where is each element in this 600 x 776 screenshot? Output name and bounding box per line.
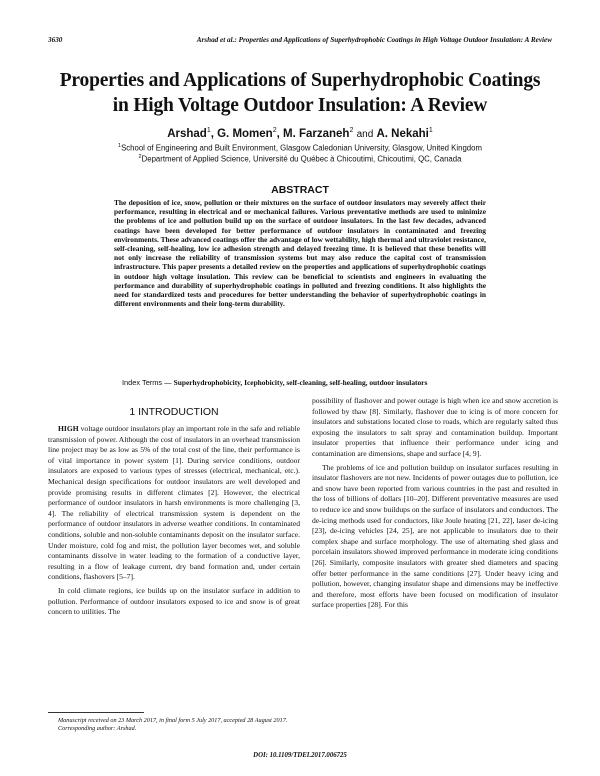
left-column [48,424,300,618]
lead-word: HIGH [58,424,79,433]
author-conjunction: and [356,128,374,140]
author-name: A. Nekahi [376,127,429,140]
index-terms-list: Superhydrophobicity, Icephobicity, self-cleaning, self-healing, outdoor insulators [173,378,428,387]
index-terms [114,378,486,387]
author-name: M. Farzaneh [283,127,350,140]
author-affiliation-mark: 1 [206,127,211,134]
author-affiliation-mark: 2 [272,127,277,134]
right-column [312,396,558,611]
index-terms-label: Index Terms — [122,378,172,387]
affiliation-2 [40,152,560,165]
author-name: G. Momen [217,127,273,140]
title-line-2: in High Voltage Outdoor Insulation: A Review [112,95,488,116]
footnote-divider [48,712,144,713]
author-name: Arshad [167,127,207,140]
title-line-1: Properties and Applications of Superhydrophobic Coatings [59,70,541,91]
paragraph: The problems of ice and pollution buildup on insulator surfaces resulting in insulator flashovers are not new. Incidents of power outages due to pollution, ice and snow have been reported from various countries in the past and resulted in the loss of billions of dollars [10–20]. Different preventative measures are used to reduce ice and snow buildups on the surface of insulators and conductors. The de-icing methods used for conductors, like Joule heating [21, 22], laser de-icing [23], de-icing vehicles [24, 25], are not applicable to insulators due to their complex shape and surface morphology. The use of alternating shed glass and porcelain insulators showed improved performance in moderate icing conditions [26]. Similarly, composite insulators with greater shed diameters and spacing offer better performance in the same conditions [27]. Under heavy icing and pollution, however, changing insulator shape and dimensions may be ineffective and therefore, most efforts have been focused on modification of insulator surface properties [28]. For this [312,462,558,610]
abstract-heading: ABSTRACT [271,184,329,196]
paragraph: In cold climate regions, ice builds up on the insulator surface in addition to pollution. Performance of outdoor insulators exposed to ice and snow is of great concern to utilities. The [48,585,300,617]
author-list: Arshad$^1$, G. Momen$^2$, M. Farzaneh$^2$ and A. Nekahi$^1$ [167,127,433,140]
affiliation-text: School of Engineering and Built Environment, Glasgow Caledonian University, Glasgow, United Kingdom [121,143,482,153]
author-affiliation-mark: 2 [349,127,354,134]
doi-footer: DOI: 10.1109/TDEI.2017.006725 [253,752,347,759]
running-head [48,36,552,44]
author-affiliation-mark: 1 [428,127,433,134]
affiliation-mark: 2 [138,154,142,160]
affiliation-text: Department of Applied Science, Université du Québec à Chicoutimi, Chicoutimi, QC, Canada [141,154,462,164]
journal-line: Arshad et al.: Properties and Applications of Superhydrophobic Coatings in High Voltage Outdoor Insulation: A Review [196,36,552,44]
paragraph [48,424,300,583]
paper-title [40,68,560,118]
paragraph-text: voltage outdoor insulators play an important role in the safe and reliable transmission of power. Although the cost of insulators in an overhead transmission line project may be as low as 5% of the total cost of the line, their performance is of vital importance in power system [1]. During service conditions, outdoor insulators are exposed to various types of stresses (electrical, mechanical, etc.). Mechanical design specifications for outdoor insulators are well developed and provide promising results in different climates [2]. However, the electrical performance of outdoor insulators in harsh environments is more challenging [3, 4]. The reliability of electrical transmission system is dependent on the performance of outdoor insulators in adverse weather conditions. In contaminated conditions, soluble and non-soluble contaminants deposit on the insulator surface. Under moisture, cold fog and mist, the pollution layer becomes wet, and soluble contaminants dissolve in water leading to the formation of a conductive layer, resulting in a flow of leakage current, dry band formation and, under certain conditions, flashovers [5–7]. [48,424,300,582]
page-number: 3630 [48,36,63,44]
section-heading: 1 INTRODUCTION [129,406,219,418]
abstract-text: The deposition of ice, snow, pollution or their mixtures on the surface of outdoor insulators may severely affect their performance, resulting in electrical and or mechanical failures. Various preventative methods are used to minimize the problems of ice and pollution build up on the surface of outdoor insulators. In the last few decades, advanced coatings have been developed for better performance of outdoor insulators in contaminated and freezing environments. These advanced coatings offer the advantage of low wettability, high thermal and ultraviolet resistance, self-cleaning, self-healing, low ice adhesion strength and delayed freezing time. It is believed that these benefits will not only increase the reliability of transmission systems but may also reduce the capital cost of transmission infrastructure. This paper presents a detailed review on the properties and applications of superhydrophobic coatings in outdoor high voltage insulation. This review can be beneficial to scientists and engineers in evaluating the performance and durability of superhydrophobic coatings in polluted and freezing conditions. It also highlights the need for standardized tests and procedures for better understanding the behavior of superhydrophobic coatings in different environments and their long-term durability. [114,198,486,309]
footnote: Manuscript received on 23 March 2017, in final form 5 July 2017, accepted 28 August 2017. Corresponding author: Arshad. [58,717,288,733]
affiliation-mark: 1 [118,143,122,149]
paragraph: possibility of flashover and power outage is high when ice and snow accretion is followed by thaw [8]. Similarly, flashover due to icing is of more concern for insulators and substations located close to roads, which are regularly salted thus exposing the insulators to salt spray and contamination buildup. Important insulator properties that influence their performance under icing and contamination are dimensions, shape and surface [4, 9]. [312,396,558,458]
